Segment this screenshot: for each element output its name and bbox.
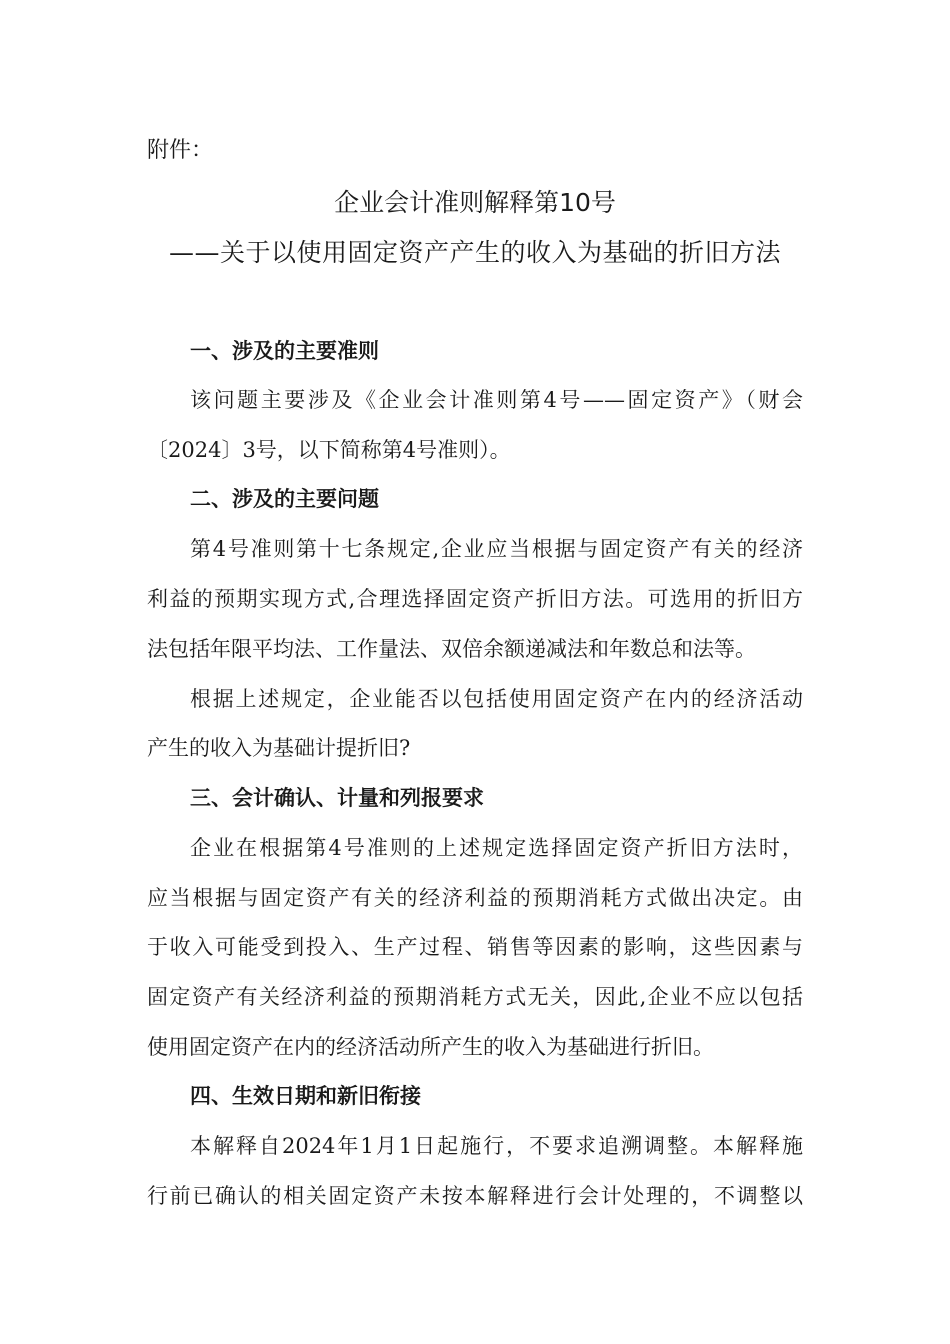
paragraph-line: 〔2024〕3号，以下简称第4号准则）。	[147, 438, 511, 462]
section-heading: 三、会计确认、计量和列报要求	[190, 786, 484, 810]
document-title: 企业会计准则解释第10号	[334, 188, 616, 217]
paragraph-line: 产生的收入为基础计提折旧?	[147, 736, 411, 760]
paragraph-line: 行前已确认的相关固定资产未按本解释进行会计处理的，不调整以	[147, 1184, 803, 1208]
paragraph-line: 根据上述规定，企业能否以包括使用固定资产在内的经济活动	[190, 687, 803, 711]
document-subtitle: ——关于以使用固定资产产生的收入为基础的折旧方法	[168, 238, 781, 267]
attachment-label: 附件：	[147, 138, 214, 163]
paragraph-line: 第4号准则第十七条规定,企业应当根据与固定资产有关的经济	[190, 537, 803, 561]
paragraph-line: 固定资产有关经济利益的预期消耗方式无关，因此,企业不应以包括	[147, 985, 803, 1009]
paragraph-line: 于收入可能受到投入、生产过程、销售等因素的影响，这些因素与	[147, 935, 803, 959]
paragraph-line: 法包括年限平均法、工作量法、双倍余额递减法和年数总和法等。	[147, 637, 756, 661]
paragraph-line: 该问题主要涉及《企业会计准则第4号——固定资产》（财会	[190, 388, 803, 412]
section-heading: 四、生效日期和新旧衔接	[190, 1084, 421, 1108]
paragraph-line: 企业在根据第4号准则的上述规定选择固定资产折旧方法时，	[190, 836, 803, 860]
section-heading: 二、涉及的主要问题	[190, 487, 379, 511]
paragraph-line: 使用固定资产在内的经济活动所产生的收入为基础进行折旧。	[147, 1035, 714, 1059]
paragraph-line: 本解释自2024年1月1日起施行，不要求追溯调整。本解释施	[190, 1134, 803, 1158]
paragraph-line: 利益的预期实现方式,合理选择固定资产折旧方法。可选用的折旧方	[147, 587, 803, 611]
section-heading: 一、涉及的主要准则	[190, 339, 379, 363]
paragraph-line: 应当根据与固定资产有关的经济利益的预期消耗方式做出决定。由	[147, 886, 803, 910]
